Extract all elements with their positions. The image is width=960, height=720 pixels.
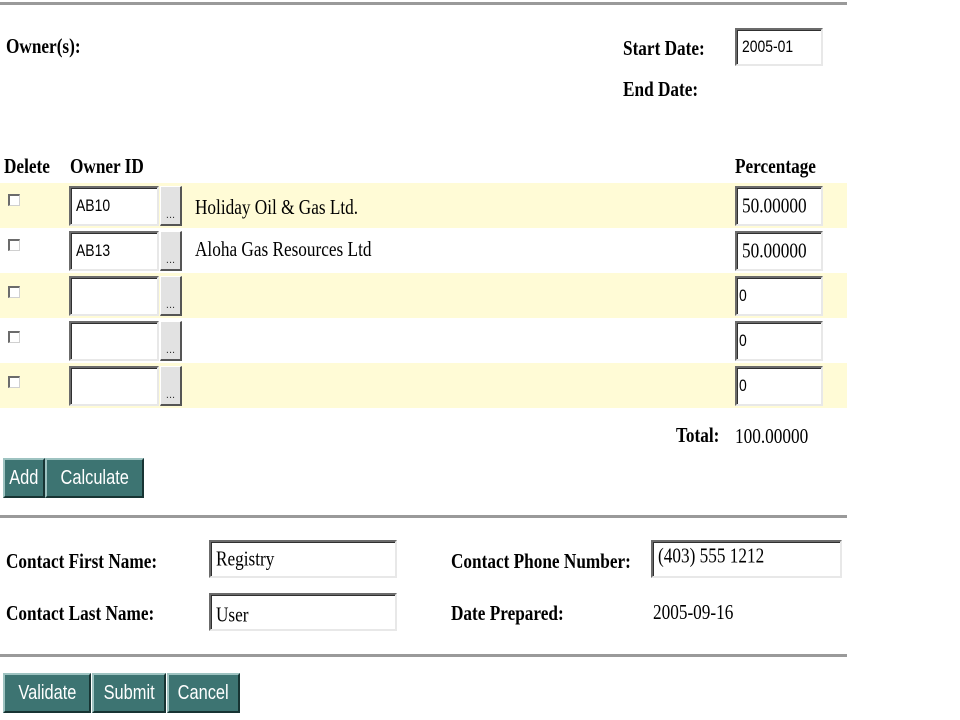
top-divider bbox=[0, 2, 847, 5]
owner-name: Holiday Oil & Gas Ltd. bbox=[195, 195, 359, 219]
delete-checkbox[interactable] bbox=[8, 286, 20, 298]
table-row bbox=[0, 363, 847, 408]
owner-lookup-button[interactable]: ... bbox=[160, 186, 182, 226]
table-row bbox=[0, 183, 847, 228]
owner-id-value: AB13 bbox=[76, 241, 111, 260]
percentage-column-header: Percentage bbox=[735, 154, 816, 178]
end-date-label: End Date: bbox=[623, 77, 699, 101]
percentage-input[interactable] bbox=[735, 366, 823, 406]
owner-lookup-button[interactable]: ... bbox=[160, 321, 182, 361]
delete-checkbox[interactable] bbox=[8, 376, 20, 388]
percentage-input[interactable] bbox=[735, 186, 823, 226]
percentage-value: 0 bbox=[739, 331, 747, 350]
total-value: 100.00000 bbox=[735, 424, 809, 448]
delete-checkbox[interactable] bbox=[8, 239, 20, 251]
percentage-value: 0 bbox=[739, 286, 747, 305]
contact-first-name-input[interactable] bbox=[209, 540, 397, 578]
owner-lookup-button[interactable]: ... bbox=[160, 231, 182, 271]
owner-id-input[interactable] bbox=[69, 276, 159, 316]
percentage-value: 50.00000 bbox=[742, 238, 807, 263]
owner-lookup-button[interactable]: ... bbox=[160, 276, 182, 316]
owners-label: Owner(s): bbox=[6, 34, 81, 58]
calculate-button[interactable]: Calculate bbox=[45, 458, 144, 498]
owner-id-input[interactable] bbox=[69, 321, 159, 361]
owner-id-input[interactable] bbox=[69, 231, 159, 271]
contact-phone-value: (403) 555 1212 bbox=[658, 543, 765, 568]
date-prepared-value: 2005-09-16 bbox=[653, 600, 734, 624]
owner-id-column-header: Owner ID bbox=[70, 154, 144, 178]
contact-last-name-value: User bbox=[216, 602, 249, 627]
percentage-input[interactable] bbox=[735, 231, 823, 271]
contact-first-name-label: Contact First Name: bbox=[6, 549, 158, 573]
cancel-button[interactable]: Cancel bbox=[167, 673, 240, 713]
add-button[interactable]: Add bbox=[3, 458, 45, 498]
date-prepared-label: Date Prepared: bbox=[451, 601, 564, 625]
contact-phone-label: Contact Phone Number: bbox=[451, 549, 631, 573]
contact-phone-input[interactable] bbox=[651, 540, 842, 578]
start-date-label: Start Date: bbox=[623, 36, 705, 60]
start-date-value: 2005-01 bbox=[742, 37, 794, 56]
owner-lookup-button[interactable]: ... bbox=[160, 366, 182, 406]
delete-checkbox[interactable] bbox=[8, 331, 20, 343]
owner-id-input[interactable] bbox=[69, 366, 159, 406]
owner-name: Aloha Gas Resources Ltd bbox=[195, 237, 372, 261]
validate-button[interactable]: Validate bbox=[3, 673, 91, 713]
delete-column-header: Delete bbox=[4, 154, 50, 178]
percentage-value: 50.00000 bbox=[742, 193, 807, 218]
table-row bbox=[0, 228, 847, 273]
footer-divider bbox=[0, 654, 847, 657]
start-date-input[interactable] bbox=[735, 28, 823, 66]
owner-id-input[interactable] bbox=[69, 186, 159, 226]
table-row bbox=[0, 273, 847, 318]
percentage-value: 0 bbox=[739, 376, 747, 395]
contact-last-name-input[interactable] bbox=[209, 593, 397, 631]
delete-checkbox[interactable] bbox=[8, 194, 20, 206]
section-divider bbox=[0, 515, 847, 518]
contact-last-name-label: Contact Last Name: bbox=[6, 601, 155, 625]
table-row bbox=[0, 318, 847, 363]
submit-button[interactable]: Submit bbox=[92, 673, 166, 713]
percentage-input[interactable] bbox=[735, 321, 823, 361]
contact-first-name-value: Registry bbox=[216, 546, 275, 571]
percentage-input[interactable] bbox=[735, 276, 823, 316]
total-label: Total: bbox=[676, 423, 720, 447]
owner-id-value: AB10 bbox=[76, 196, 111, 215]
